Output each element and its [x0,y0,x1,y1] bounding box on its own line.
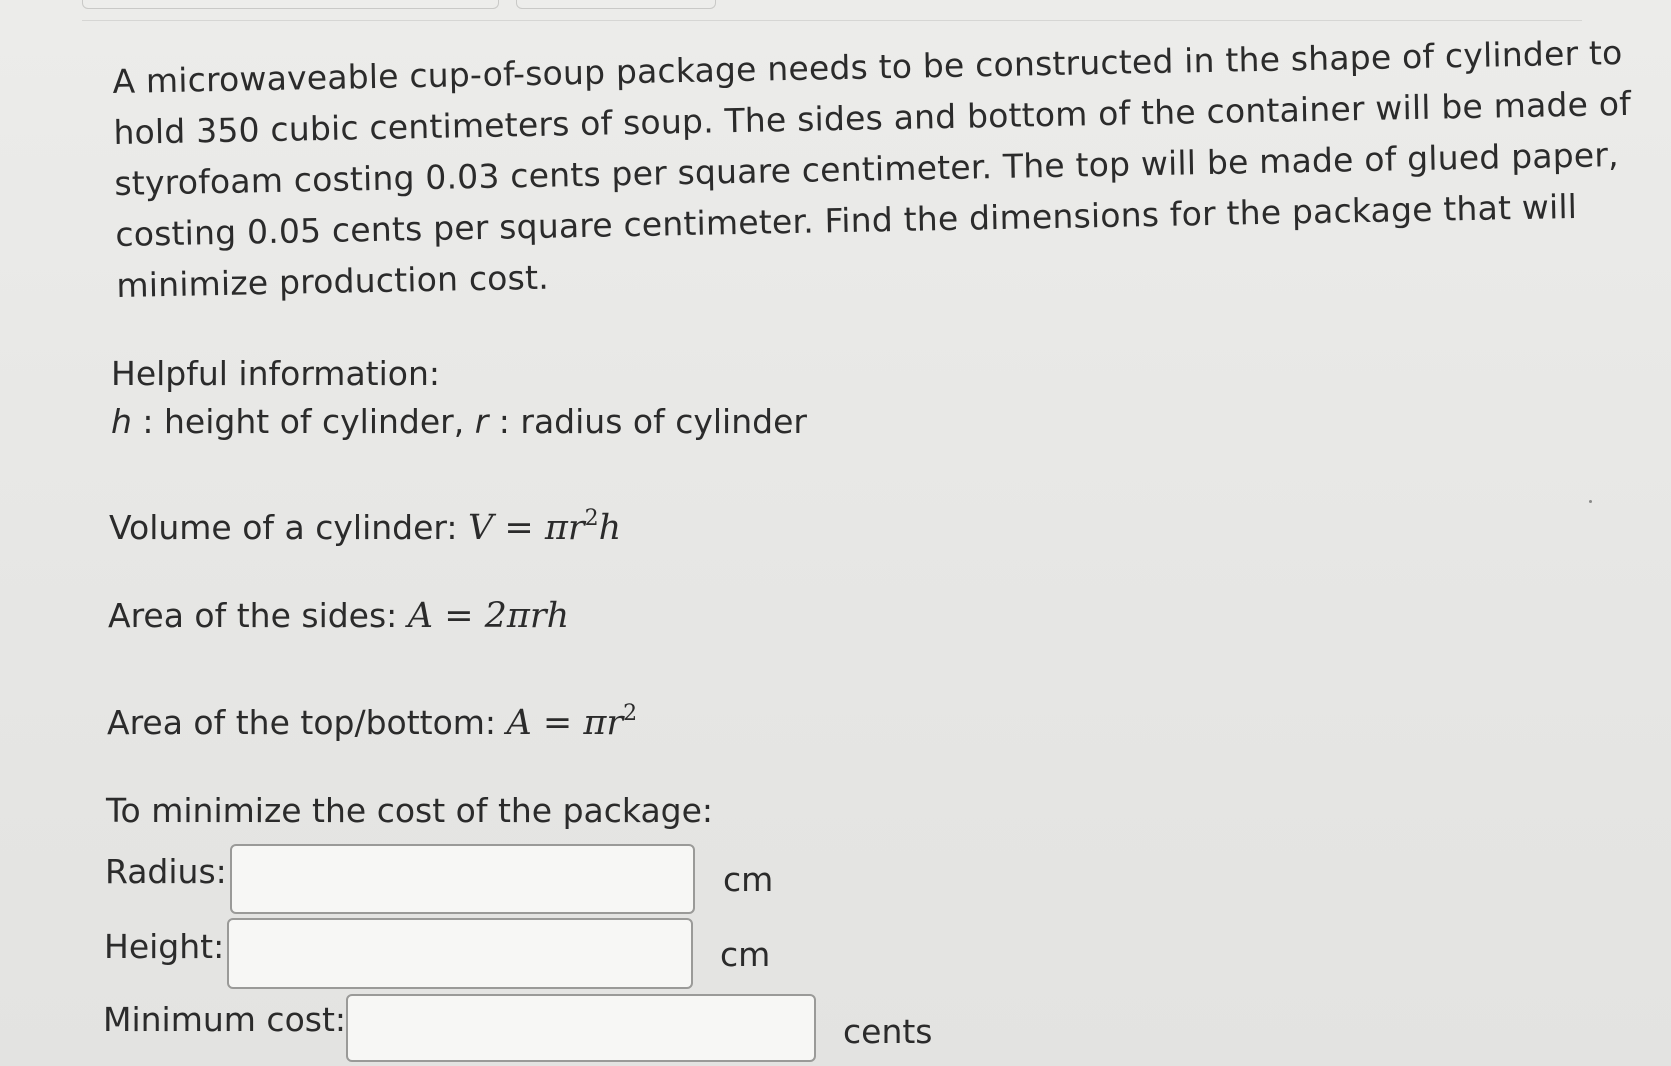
height-unit: cm [720,935,771,974]
answer-prompt: To minimize the cost of the package: [106,791,714,830]
volume-expr-tail: h [598,508,622,548]
top-tab-right[interactable] [516,0,716,9]
sides-label: Area of the sides: [108,596,408,635]
topbottom-expr-base: A = πr [506,703,624,743]
height-label: Height: [104,927,225,966]
helpful-title: Helpful information: [111,354,441,393]
problem-line-3: styrofoam costing 0.03 cents per square centimeter. The top will be made of glued paper, [114,135,1620,203]
sides-area-formula [108,592,569,640]
radius-unit: cm [723,860,774,899]
topbottom-area-formula [107,690,637,747]
top-tab-left[interactable] [82,0,499,9]
r-description: : radius of cylinder [488,402,807,441]
radius-input[interactable] [230,844,695,914]
problem-line-5: minimize production cost. [116,257,550,305]
problem-line-4: costing 0.05 cents per square centimeter. Find the dimensions for the package that will [115,186,1578,254]
min-cost-unit: cents [843,1012,933,1051]
volume-expr-base: V = πr [468,508,585,548]
radius-label: Radius: [105,852,227,891]
problem-statement [112,27,1632,311]
speck [1589,500,1592,503]
problem-line-1: A microwaveable cup-of-soup package needs to be constructed in the shape of cylinder to [112,33,1623,101]
problem-line-2: hold 350 cubic centimeters of soup. The sides and bottom of the container will be made of [113,83,1632,152]
h-variable: h [111,402,132,441]
topbottom-label: Area of the top/bottom: [107,703,507,742]
volume-label: Volume of a cylinder: [109,508,469,547]
volume-exponent: 2 [584,506,599,531]
sides-expression: A = 2πrh [407,596,570,636]
topbottom-expression [507,703,638,743]
min-cost-label: Minimum cost: [103,1000,347,1039]
divider [82,20,1582,21]
volume-expression [468,508,621,548]
r-variable: r [474,402,489,441]
min-cost-input[interactable] [346,994,816,1062]
volume-formula [109,495,621,552]
h-description: : height of cylinder, [131,402,475,441]
variable-definitions [111,398,807,446]
topbottom-exponent: 2 [623,701,638,726]
height-input[interactable] [227,918,693,989]
